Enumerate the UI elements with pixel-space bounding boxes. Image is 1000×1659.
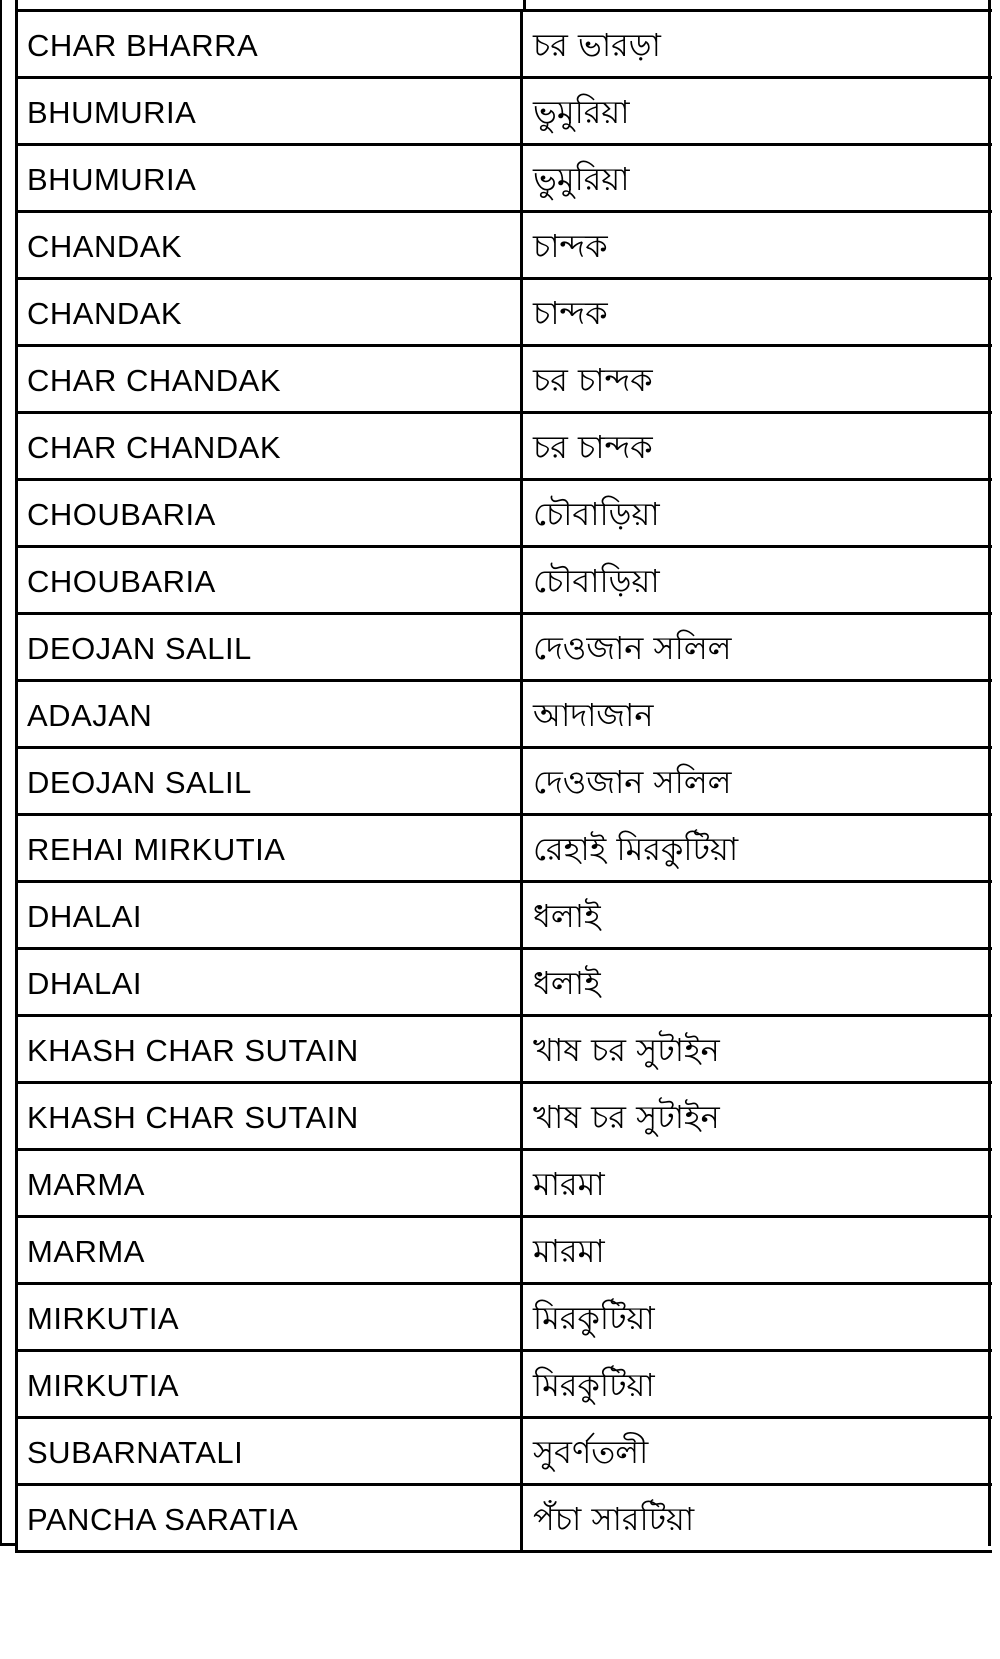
table-row — [18, 1486, 992, 1550]
table-row — [18, 883, 992, 950]
english-name-cell: KHASH CHAR SUTAIN — [18, 1017, 523, 1081]
table-row — [18, 280, 992, 347]
bengali-name-cell: আদাজান — [533, 696, 654, 734]
table-row — [18, 347, 992, 414]
table-row — [18, 749, 992, 816]
english-name-cell: MIRKUTIA — [18, 1285, 523, 1349]
english-name-cell: ADAJAN — [18, 682, 523, 746]
table-row — [18, 414, 992, 481]
bengali-name-cell: রেহাই মিরকুটিয়া — [533, 830, 739, 868]
bengali-name-cell: ভুমুরিয়া — [533, 93, 630, 131]
bengali-name-cell: দেওজান সলিল — [533, 763, 732, 801]
bengali-name-cell: পঁচা সারটিয়া — [533, 1500, 695, 1538]
table-row — [18, 213, 992, 280]
table-row — [18, 615, 992, 682]
english-name-cell: CHANDAK — [18, 213, 523, 277]
table-row — [18, 1151, 992, 1218]
english-name-cell: DEOJAN SALIL — [18, 749, 523, 813]
table-row — [18, 1084, 992, 1151]
place-names-table — [15, 0, 992, 1553]
table-body — [18, 12, 992, 1550]
bengali-name-cell: খাষ চর সুটাইন — [533, 1098, 720, 1136]
bengali-name-cell: খাষ চর সুটাইন — [533, 1031, 720, 1069]
bengali-name-cell: চান্দক — [533, 294, 608, 332]
bengali-name-cell: চর চান্দক — [533, 428, 653, 466]
bengali-name-cell: মারমা — [533, 1232, 605, 1270]
english-name-cell: KHASH CHAR SUTAIN — [18, 1084, 523, 1148]
english-name-cell: MARMA — [18, 1218, 523, 1282]
english-name-cell: REHAI MIRKUTIA — [18, 816, 523, 880]
table-row — [18, 1419, 992, 1486]
english-name-cell: MARMA — [18, 1151, 523, 1215]
bengali-name-cell: চৌবাড়িয়া — [533, 495, 660, 533]
table-row — [18, 950, 992, 1017]
bengali-name-cell: চর চান্দক — [533, 361, 653, 399]
english-name-cell: CHAR CHANDAK — [18, 414, 523, 478]
english-name-cell: CHAR CHANDAK — [18, 347, 523, 411]
table-row — [18, 682, 992, 749]
table-row — [18, 1352, 992, 1419]
english-name-cell: CHAR BHARRA — [18, 12, 523, 76]
english-name-cell: DHALAI — [18, 950, 523, 1014]
table-row — [18, 816, 992, 883]
table-row — [18, 12, 992, 79]
table-row — [18, 1017, 992, 1084]
bengali-name-cell: ধলাই — [533, 964, 601, 1002]
table-row — [18, 548, 992, 615]
cut-off-header-row — [18, 0, 992, 12]
english-name-cell: DEOJAN SALIL — [18, 615, 523, 679]
table-row — [18, 79, 992, 146]
bengali-name-cell: চৌবাড়িয়া — [533, 562, 660, 600]
bengali-name-cell: মারমা — [533, 1165, 605, 1203]
bengali-name-cell: চর ভারড়া — [533, 26, 661, 64]
english-name-cell: DHALAI — [18, 883, 523, 947]
bengali-name-cell: চান্দক — [533, 227, 608, 265]
left-column-edge — [0, 0, 2, 1546]
english-name-cell: MIRKUTIA — [18, 1352, 523, 1416]
bengali-name-cell: দেওজান সলিল — [533, 629, 732, 667]
table-row — [18, 1285, 992, 1352]
table-row — [18, 1218, 992, 1285]
english-name-cell: PANCHA SARATIA — [18, 1486, 523, 1550]
bengali-name-cell: মিরকুটিয়া — [533, 1299, 655, 1337]
table-row — [18, 146, 992, 213]
bengali-name-cell: সুবর্ণতলী — [533, 1433, 649, 1471]
english-name-cell: CHOUBARIA — [18, 548, 523, 612]
english-name-cell: CHANDAK — [18, 280, 523, 344]
table-row — [18, 481, 992, 548]
bengali-name-cell: মিরকুটিয়া — [533, 1366, 655, 1404]
english-name-cell: BHUMURIA — [18, 146, 523, 210]
bengali-name-cell: ভুমুরিয়া — [533, 160, 630, 198]
english-name-cell: CHOUBARIA — [18, 481, 523, 545]
english-name-cell: SUBARNATALI — [18, 1419, 523, 1483]
english-name-cell: BHUMURIA — [18, 79, 523, 143]
bengali-name-cell: ধলাই — [533, 897, 601, 935]
